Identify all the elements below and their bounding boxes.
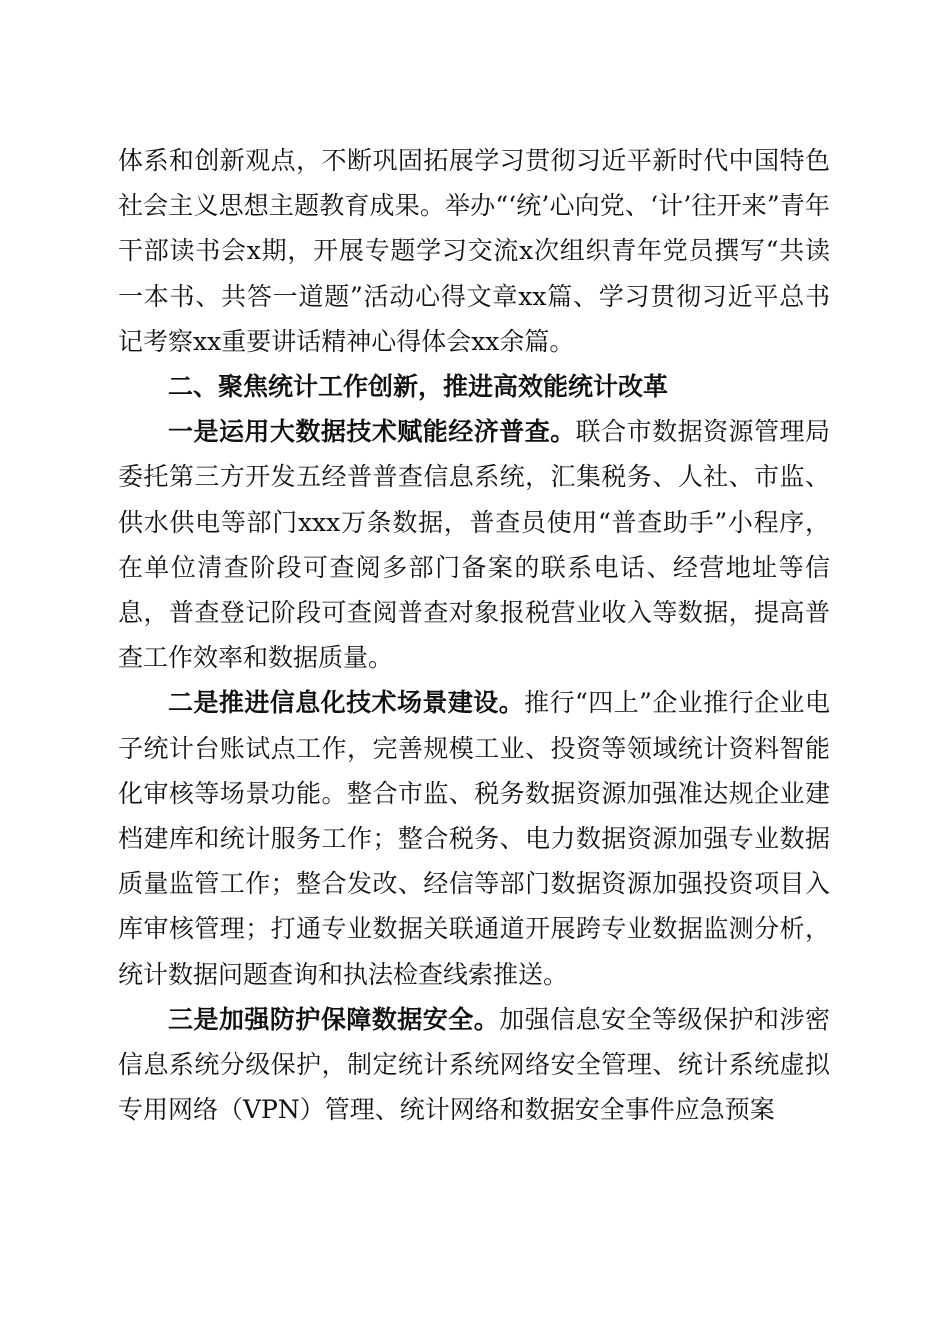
paragraph-item-3 bbox=[118, 997, 830, 1133]
item-body: 加强信息安全等级保护和涉密信息系统分级保护，制定统计系统网络安全管理、统计系统虚拟专用网络（VPN）管理、统计网络和数据安全事件应急预案 bbox=[118, 1004, 830, 1125]
paragraph-continued bbox=[118, 138, 830, 364]
item-lead: 二是推进信息化技术场景建设。 bbox=[168, 688, 525, 718]
paragraph-item-1 bbox=[118, 409, 830, 680]
paragraph-text: 体系和创新观点，不断巩固拓展学习贯彻习近平新时代中国特色社会主义思想主题教育成果。举办“‘统’心向党、‘计’往开来”青年干部读书会x期，开展专题学习交流x次组织青年党员撰写“共读一本书、共答一道题”活动心得文章xx篇、学习贯彻习近平总书记考察xx重要讲话精神心得体会xx余篇。 bbox=[118, 146, 830, 356]
item-lead: 一是运用大数据技术赋能经济普查。 bbox=[168, 417, 576, 447]
item-lead: 三是加强防护保障数据安全。 bbox=[168, 1004, 500, 1034]
item-body: 联合市数据资源管理局委托第三方开发五经普普查信息系统，汇集税务、人社、市监、供水供电等部门xxx万条数据，普查员使用“普查助手”小程序，在单位清查阶段可查阅多部门备案的联系电话、经营地址等信息，普查登记阶段可查阅普查对象报税营业收入等数据，提高普查工作效率和数据质量。 bbox=[118, 417, 830, 673]
item-body: 推行“四上”企业推行企业电子统计台账试点工作，完善规模工业、投资等领域统计资料智能化审核等场景功能。整合市监、税务数据资源加强准达规企业建档建库和统计服务工作；整合税务、电力数据资源加强专业数据质量监管工作；整合发改、经信等部门数据资源加强投资项目入库审核管理；打通专业数据关联通道开展跨专业数据监测分析，统计数据问题查询和执法检查线索推送。 bbox=[118, 688, 830, 989]
document-page bbox=[118, 138, 830, 1132]
paragraph-item-2 bbox=[118, 680, 830, 996]
section-heading: 二、聚焦统计工作创新，推进高效能统计改革 bbox=[168, 372, 669, 402]
